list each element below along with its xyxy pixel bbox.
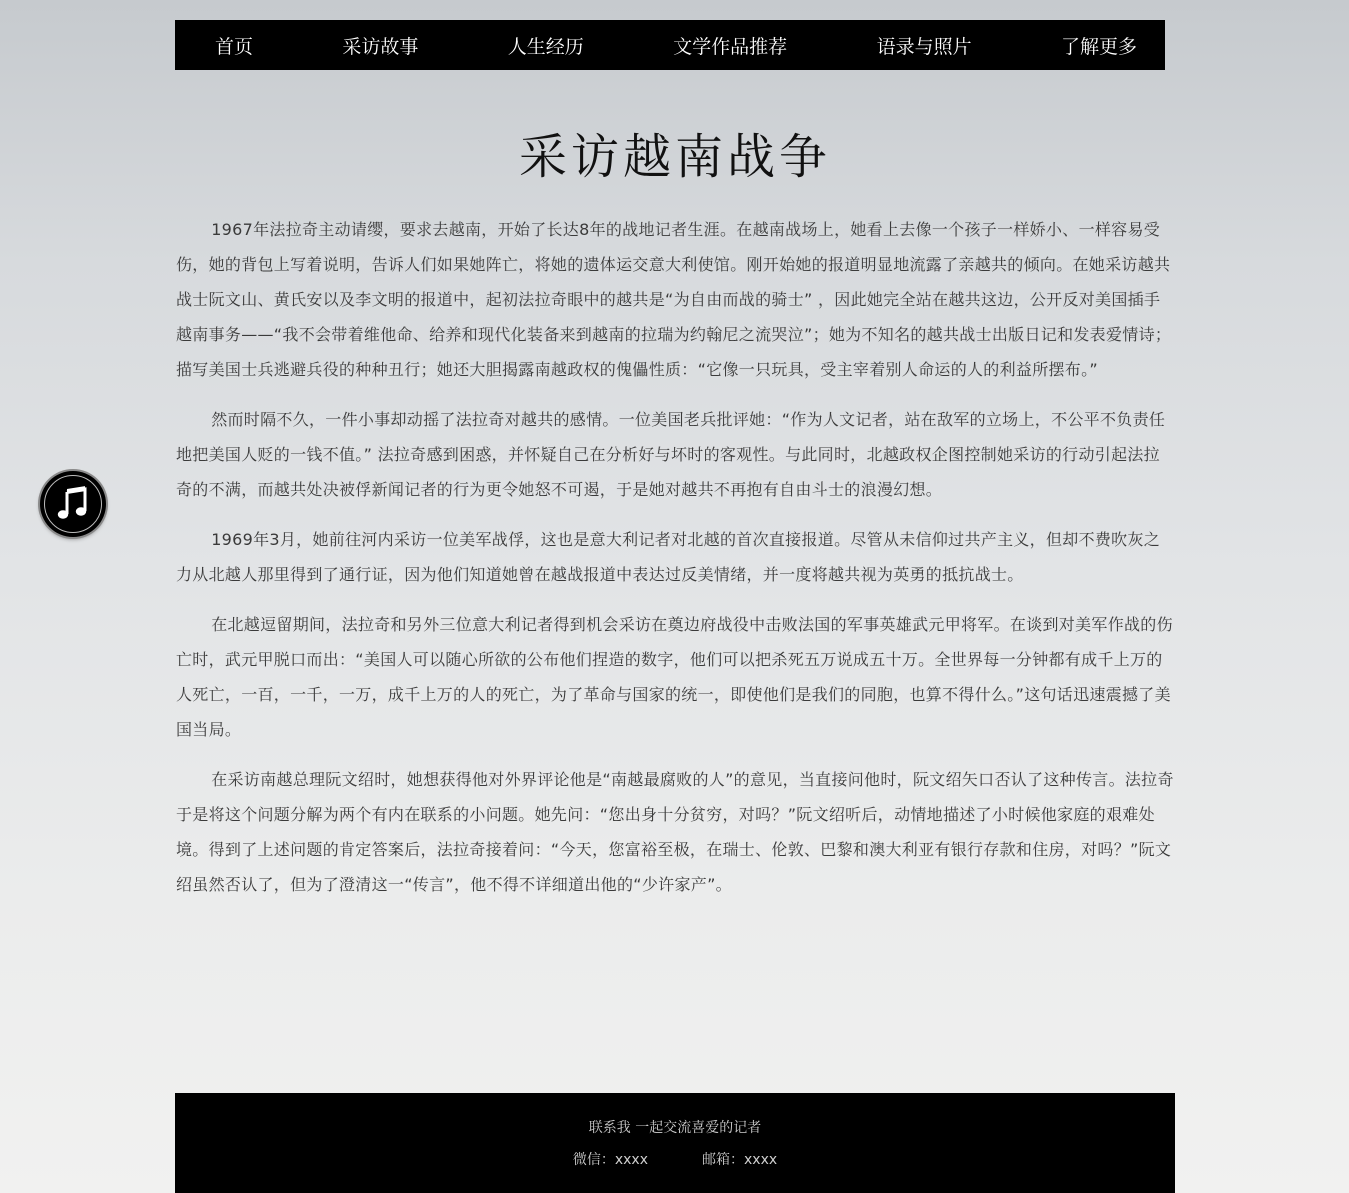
- page-title: 采访越南战争: [518, 129, 831, 185]
- nav-item-literature-recommendations[interactable]: 文学作品推荐: [673, 35, 788, 58]
- footer-contact-details: [175, 1149, 1175, 1169]
- music-button-ring: [44, 475, 102, 533]
- top-navigation: [175, 20, 1165, 70]
- nav-item-interview-stories[interactable]: 采访故事: [342, 35, 419, 58]
- article-paragraph: 在采访南越总理阮文绍时，她想获得他对外界评论他是“南越最腐败的人”的意见，当直接问他时，阮文绍矢口否认了这种传言。法拉奇于是将这个问题分解为两个有内在联系的小问题。她先问：“您出身十分贫穷，对吗？”阮文绍听后，动情地描述了小时候他家庭的艰难处境。得到了上述问题的肯定答案后，法拉奇接着问：“今天，您富裕至极，在瑞士、伦敦、巴黎和澳大利亚有银行存款和住房，对吗？”阮文绍虽然否认了，但为了澄清这一“传言”，他不得不详细道出他的“少许家产”。: [176, 770, 1174, 894]
- footer-wechat: 微信：xxxx: [572, 1152, 648, 1168]
- music-toggle-button[interactable]: [40, 471, 106, 537]
- nav-item-learn-more[interactable]: 了解更多: [1060, 35, 1137, 58]
- footer-contact-line: 联系我 一起交流喜爱的记者: [588, 1120, 762, 1136]
- nav-item-quotes-photos[interactable]: 语录与照片: [876, 35, 972, 58]
- article-paragraph: 1967年法拉奇主动请缨，要求去越南，开始了长达8年的战地记者生涯。在越南战场上，她看上去像一个孩子一样娇小、一样容易受伤，她的背包上写着说明，告诉人们如果她阵亡，将她的遗体运交意大利使馆。刚开始她的报道明显地流露了亲越共的倾向。在她采访越共战士阮文山、黄氏安以及李文明的报道中，起初法拉奇眼中的越共是“为自由而战的骑士” ，因此她完全站在越共这边，公开反对美国插手越南事务——“我不会带着维他命、给养和现代化装备来到越南的拉瑞为约翰尼之流哭泣”；她为不知名的越共战士出版日记和发表爱情诗；描写美国士兵逃避兵役的种种丑行；她还大胆揭露南越政权的傀儡性质：“它像一只玩具，受主宰着别人命运的人的利益所摆布。”: [176, 220, 1172, 379]
- footer: [175, 1093, 1175, 1193]
- footer-email: 邮箱：xxxx: [702, 1152, 778, 1168]
- article-paragraph: 然而时隔不久，一件小事却动摇了法拉奇对越共的感情。一位美国老兵批评她：“作为人文记者，站在敌军的立场上，不公平不负责任地把美国人贬的一钱不值。” 法拉奇感到困惑，并怀疑自己在分析好与坏时的客观性。与此同时，北越政权企图控制她采访的行动引起法拉奇的不满，而越共处决被俘新闻记者的行为更令她怒不可遏，于是她对越共不再抱有自由斗士的浪漫幻想。: [176, 410, 1166, 499]
- nav-item-life-experience[interactable]: 人生经历: [507, 35, 584, 58]
- nav-item-home[interactable]: 首页: [215, 35, 254, 58]
- article-body: [176, 212, 1175, 917]
- article-paragraph: 在北越逗留期间，法拉奇和另外三位意大利记者得到机会采访在奠边府战役中击败法国的军事英雄武元甲将军。在谈到对美军作战的伤亡时，武元甲脱口而出：“美国人可以随心所欲的公布他们捏造的数字，他们可以把杀死五万说成五十万。全世界每一分钟都有成千上万的人死亡，一百，一千，一万，成千上万的人的死亡，为了革命与国家的统一，即使他们是我们的同胞，也算不得什么。”这句话迅速震撼了美国当局。: [176, 615, 1173, 739]
- article-paragraph: 1969年3月，她前往河内采访一位美军战俘，这也是意大利记者对北越的首次直接报道。尽管从未信仰过共产主义，但却不费吹灰之力从北越人那里得到了通行证，因为他们知道她曾在越战报道中表达过反美情绪，并一度将越共视为英勇的抵抗战士。: [176, 530, 1161, 584]
